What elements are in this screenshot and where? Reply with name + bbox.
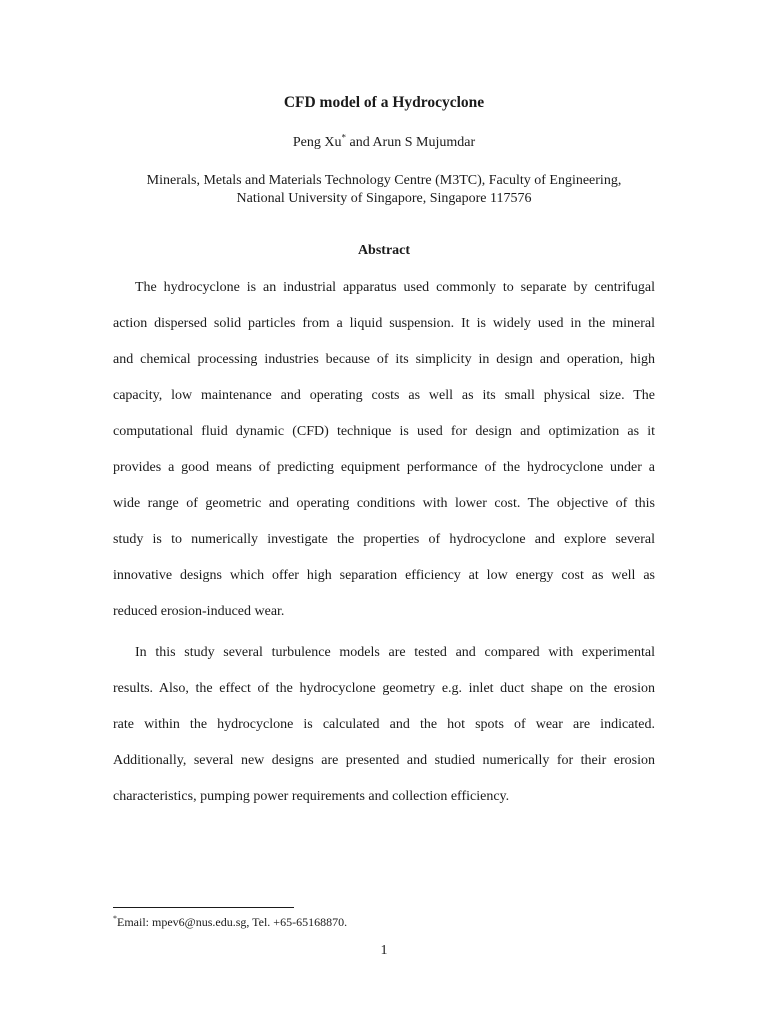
text-line: rate within the hydrocyclone is calculated and the hot spots of wear are indicated.	[113, 717, 655, 732]
text-line: The hydrocyclone is an industrial apparatus used commonly to separate by centrifugal	[135, 280, 655, 295]
paper-title: CFD model of a Hydrocyclone	[283, 94, 485, 111]
footnote-text: Email: mpev6@nus.edu.sg, Tel. +65-65168870.	[117, 915, 348, 929]
affiliation	[0, 172, 768, 208]
footnote	[113, 915, 347, 930]
footnote-mark: *	[113, 914, 117, 923]
author-name: and Arun S Mujumdar	[346, 135, 476, 150]
text-line: reduced erosion-induced wear.	[113, 604, 285, 619]
text-line: characteristics, pumping power requirements and collection efficiency.	[113, 789, 510, 804]
text-line: innovative designs which offer high separation efficiency at low energy cost as well as	[113, 568, 655, 583]
text-line: wide range of geometric and operating conditions with lower cost. The objective of this	[113, 496, 655, 511]
affiliation-line: National University of Singapore, Singapore 117576	[236, 191, 532, 206]
text-line: results. Also, the effect of the hydrocyclone geometry e.g. inlet duct shape on the erosion	[113, 681, 655, 696]
abstract-paragraph	[113, 643, 655, 823]
page-number: 1	[380, 943, 388, 958]
abstract-paragraph	[113, 278, 655, 638]
text-line: computational fluid dynamic (CFD) technique is used for design and optimization as it	[113, 424, 655, 439]
text-line: study is to numerically investigate the properties of hydrocyclone and explore several	[113, 532, 655, 547]
text-line: Additionally, several new designs are presented and studied numerically for their erosion	[113, 753, 655, 768]
text-line: provides a good means of predicting equipment performance of the hydrocyclone under a	[113, 460, 655, 475]
author-line	[0, 132, 768, 151]
text-line: capacity, low maintenance and operating costs as well as its small physical size. The	[113, 388, 655, 403]
text-line: and chemical processing industries because of its simplicity in design and operation, high	[113, 352, 655, 367]
affiliation-line: Minerals, Metals and Materials Technology Centre (M3TC), Faculty of Engineering,	[146, 173, 622, 188]
text-line: action dispersed solid particles from a liquid suspension. It is widely used in the mineral	[113, 316, 655, 331]
author-name: Peng Xu	[292, 135, 342, 150]
author-footnote-mark: *	[341, 132, 346, 143]
footnote-divider	[113, 907, 294, 908]
abstract-heading: Abstract	[357, 243, 411, 258]
text-line: In this study several turbulence models are tested and compared with experimental	[135, 645, 655, 660]
